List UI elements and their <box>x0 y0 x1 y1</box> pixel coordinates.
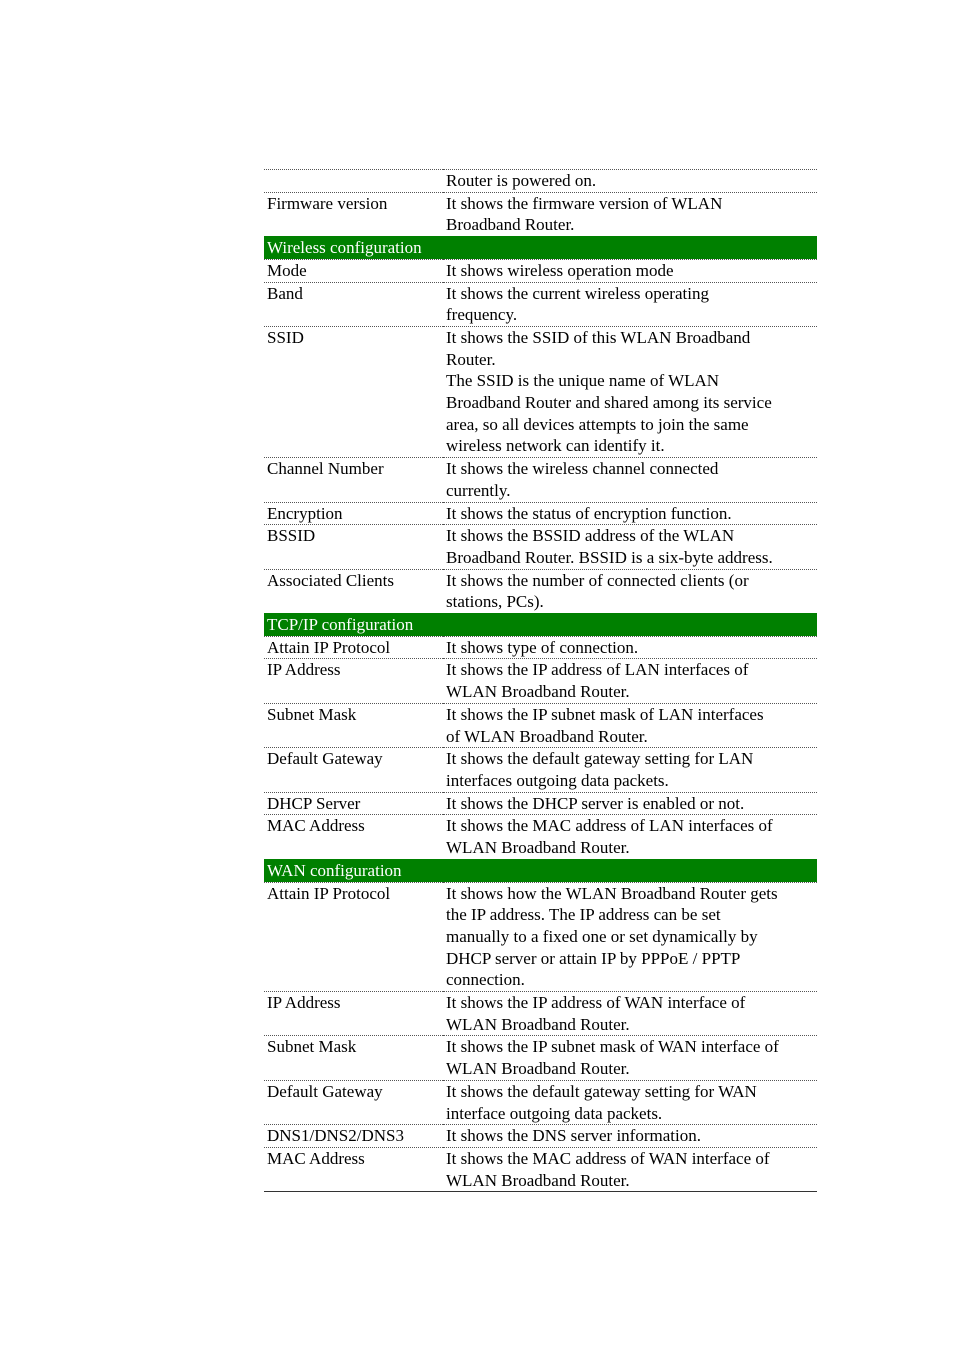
field-name: DHCP Server <box>264 792 443 815</box>
field-name: DNS1/DNS2/DNS3 <box>264 1125 443 1148</box>
field-description <box>443 326 817 457</box>
description-line: WLAN Broadband Router. <box>446 682 630 702</box>
description-line: WLAN Broadband Router. <box>446 1059 630 1079</box>
field-description <box>443 882 817 992</box>
table-row <box>264 659 817 703</box>
table-row <box>264 502 817 525</box>
section-header-row <box>264 859 817 882</box>
description-line: Router is powered on. <box>446 171 597 190</box>
field-description <box>443 259 817 282</box>
table-row <box>264 1080 817 1124</box>
description-line: It shows the default gateway setting for WAN <box>446 1081 757 1101</box>
description-line: It shows how the WLAN Broadband Router gets <box>446 883 778 903</box>
field-name: Attain IP Protocol <box>264 636 443 659</box>
field-description <box>443 192 817 236</box>
description-line: It shows the default gateway setting for LAN <box>446 749 754 769</box>
field-name: Band <box>264 282 443 326</box>
description-line: It shows the MAC address of WAN interface of <box>446 1148 770 1168</box>
field-description <box>443 659 817 703</box>
description-line: It shows the IP address of WAN interface of <box>446 993 746 1013</box>
description-line: wireless network can identify it. <box>446 436 665 456</box>
description-line: It shows the firmware version of WLAN <box>446 193 723 213</box>
table-row <box>264 703 817 747</box>
field-name: SSID <box>264 326 443 457</box>
description-line: The SSID is the unique name of WLAN <box>446 371 720 391</box>
field-description <box>443 569 817 613</box>
section-header-row <box>264 237 817 260</box>
table-row <box>264 1125 817 1148</box>
description-line: It shows the IP address of LAN interfaces of <box>446 660 749 680</box>
field-name: Subnet Mask <box>264 703 443 747</box>
table-row <box>264 259 817 282</box>
field-name: BSSID <box>264 525 443 569</box>
description-line: It shows the status of encryption function. <box>446 503 732 523</box>
description-line: Broadband Router and shared among its service <box>446 393 772 413</box>
table-row <box>264 792 817 815</box>
table-row <box>264 882 817 992</box>
description-line: It shows the BSSID address of the WLAN <box>446 526 735 546</box>
description-line: WLAN Broadband Router. <box>446 1170 630 1190</box>
description-line: WLAN Broadband Router. <box>446 838 630 858</box>
field-name: IP Address <box>264 992 443 1036</box>
table-row <box>264 458 817 502</box>
document-page <box>264 169 817 1192</box>
description-line: the IP address. The IP address can be set <box>446 905 721 925</box>
field-description <box>443 502 817 525</box>
field-name: Encryption <box>264 502 443 525</box>
field-name: Attain IP Protocol <box>264 882 443 992</box>
field-name: Mode <box>264 259 443 282</box>
description-line: It shows the wireless channel connected <box>446 459 719 479</box>
section-header: Wireless configuration <box>264 237 817 260</box>
description-line: Broadband Router. <box>446 215 575 235</box>
status-description-table <box>264 169 817 1192</box>
field-description <box>443 703 817 747</box>
description-line: of WLAN Broadband Router. <box>446 726 648 746</box>
field-description <box>443 1036 817 1080</box>
description-line: manually to a fixed one or set dynamically by <box>446 926 758 946</box>
field-description <box>443 992 817 1036</box>
table-row <box>264 636 817 659</box>
table-row <box>264 748 817 792</box>
field-description <box>443 792 817 815</box>
section-header: TCP/IP configuration <box>264 614 817 637</box>
table-body <box>264 170 817 1192</box>
description-line: Broadband Router. BSSID is a six-byte address. <box>446 547 773 567</box>
field-description <box>443 748 817 792</box>
description-line: currently. <box>446 480 511 500</box>
section-header-row <box>264 614 817 637</box>
description-line: It shows the current wireless operating <box>446 283 709 303</box>
field-description <box>443 1147 817 1191</box>
field-name: MAC Address <box>264 1147 443 1191</box>
table-row <box>264 525 817 569</box>
table-row <box>264 170 817 193</box>
table-row <box>264 992 817 1036</box>
field-name: Channel Number <box>264 458 443 502</box>
description-line: interface outgoing data packets. <box>446 1103 663 1123</box>
description-line: It shows the DNS server information. <box>446 1126 701 1146</box>
field-name: Default Gateway <box>264 748 443 792</box>
description-line: connection. <box>446 970 525 990</box>
table-row <box>264 569 817 613</box>
field-name: Default Gateway <box>264 1080 443 1124</box>
description-line: stations, PCs). <box>446 592 544 612</box>
field-description <box>443 1125 817 1148</box>
description-line: It shows the number of connected clients (or <box>446 570 749 590</box>
description-line: It shows the DHCP server is enabled or not. <box>446 793 745 813</box>
description-line: WLAN Broadband Router. <box>446 1014 630 1034</box>
description-line: Router. <box>446 349 496 369</box>
description-line: It shows the IP subnet mask of WAN interface of <box>446 1037 779 1057</box>
description-line: area, so all devices attempts to join the same <box>446 414 749 434</box>
table-row <box>264 1036 817 1080</box>
table-row <box>264 1147 817 1191</box>
description-line: interfaces outgoing data packets. <box>446 770 669 790</box>
description-line: It shows type of connection. <box>446 637 639 657</box>
field-description <box>443 282 817 326</box>
description-line: It shows the IP subnet mask of LAN interfaces <box>446 704 764 724</box>
description-line: frequency. <box>446 305 518 325</box>
field-description <box>443 458 817 502</box>
field-name: Subnet Mask <box>264 1036 443 1080</box>
description-line: DHCP server or attain IP by PPPoE / PPTP <box>446 948 741 968</box>
description-line: It shows the SSID of this WLAN Broadband <box>446 327 751 347</box>
table-row <box>264 815 817 859</box>
field-description <box>443 170 817 193</box>
field-name: Firmware version <box>264 192 443 236</box>
description-line: It shows the MAC address of LAN interfaces of <box>446 816 773 836</box>
table-row <box>264 326 817 457</box>
description-line: It shows wireless operation mode <box>446 260 674 280</box>
field-name: IP Address <box>264 659 443 703</box>
field-name: MAC Address <box>264 815 443 859</box>
field-name <box>264 170 443 193</box>
field-description <box>443 815 817 859</box>
section-header: WAN configuration <box>264 859 817 882</box>
table-row <box>264 282 817 326</box>
field-description <box>443 525 817 569</box>
table-row <box>264 192 817 236</box>
field-description <box>443 1080 817 1124</box>
field-description <box>443 636 817 659</box>
field-name: Associated Clients <box>264 569 443 613</box>
